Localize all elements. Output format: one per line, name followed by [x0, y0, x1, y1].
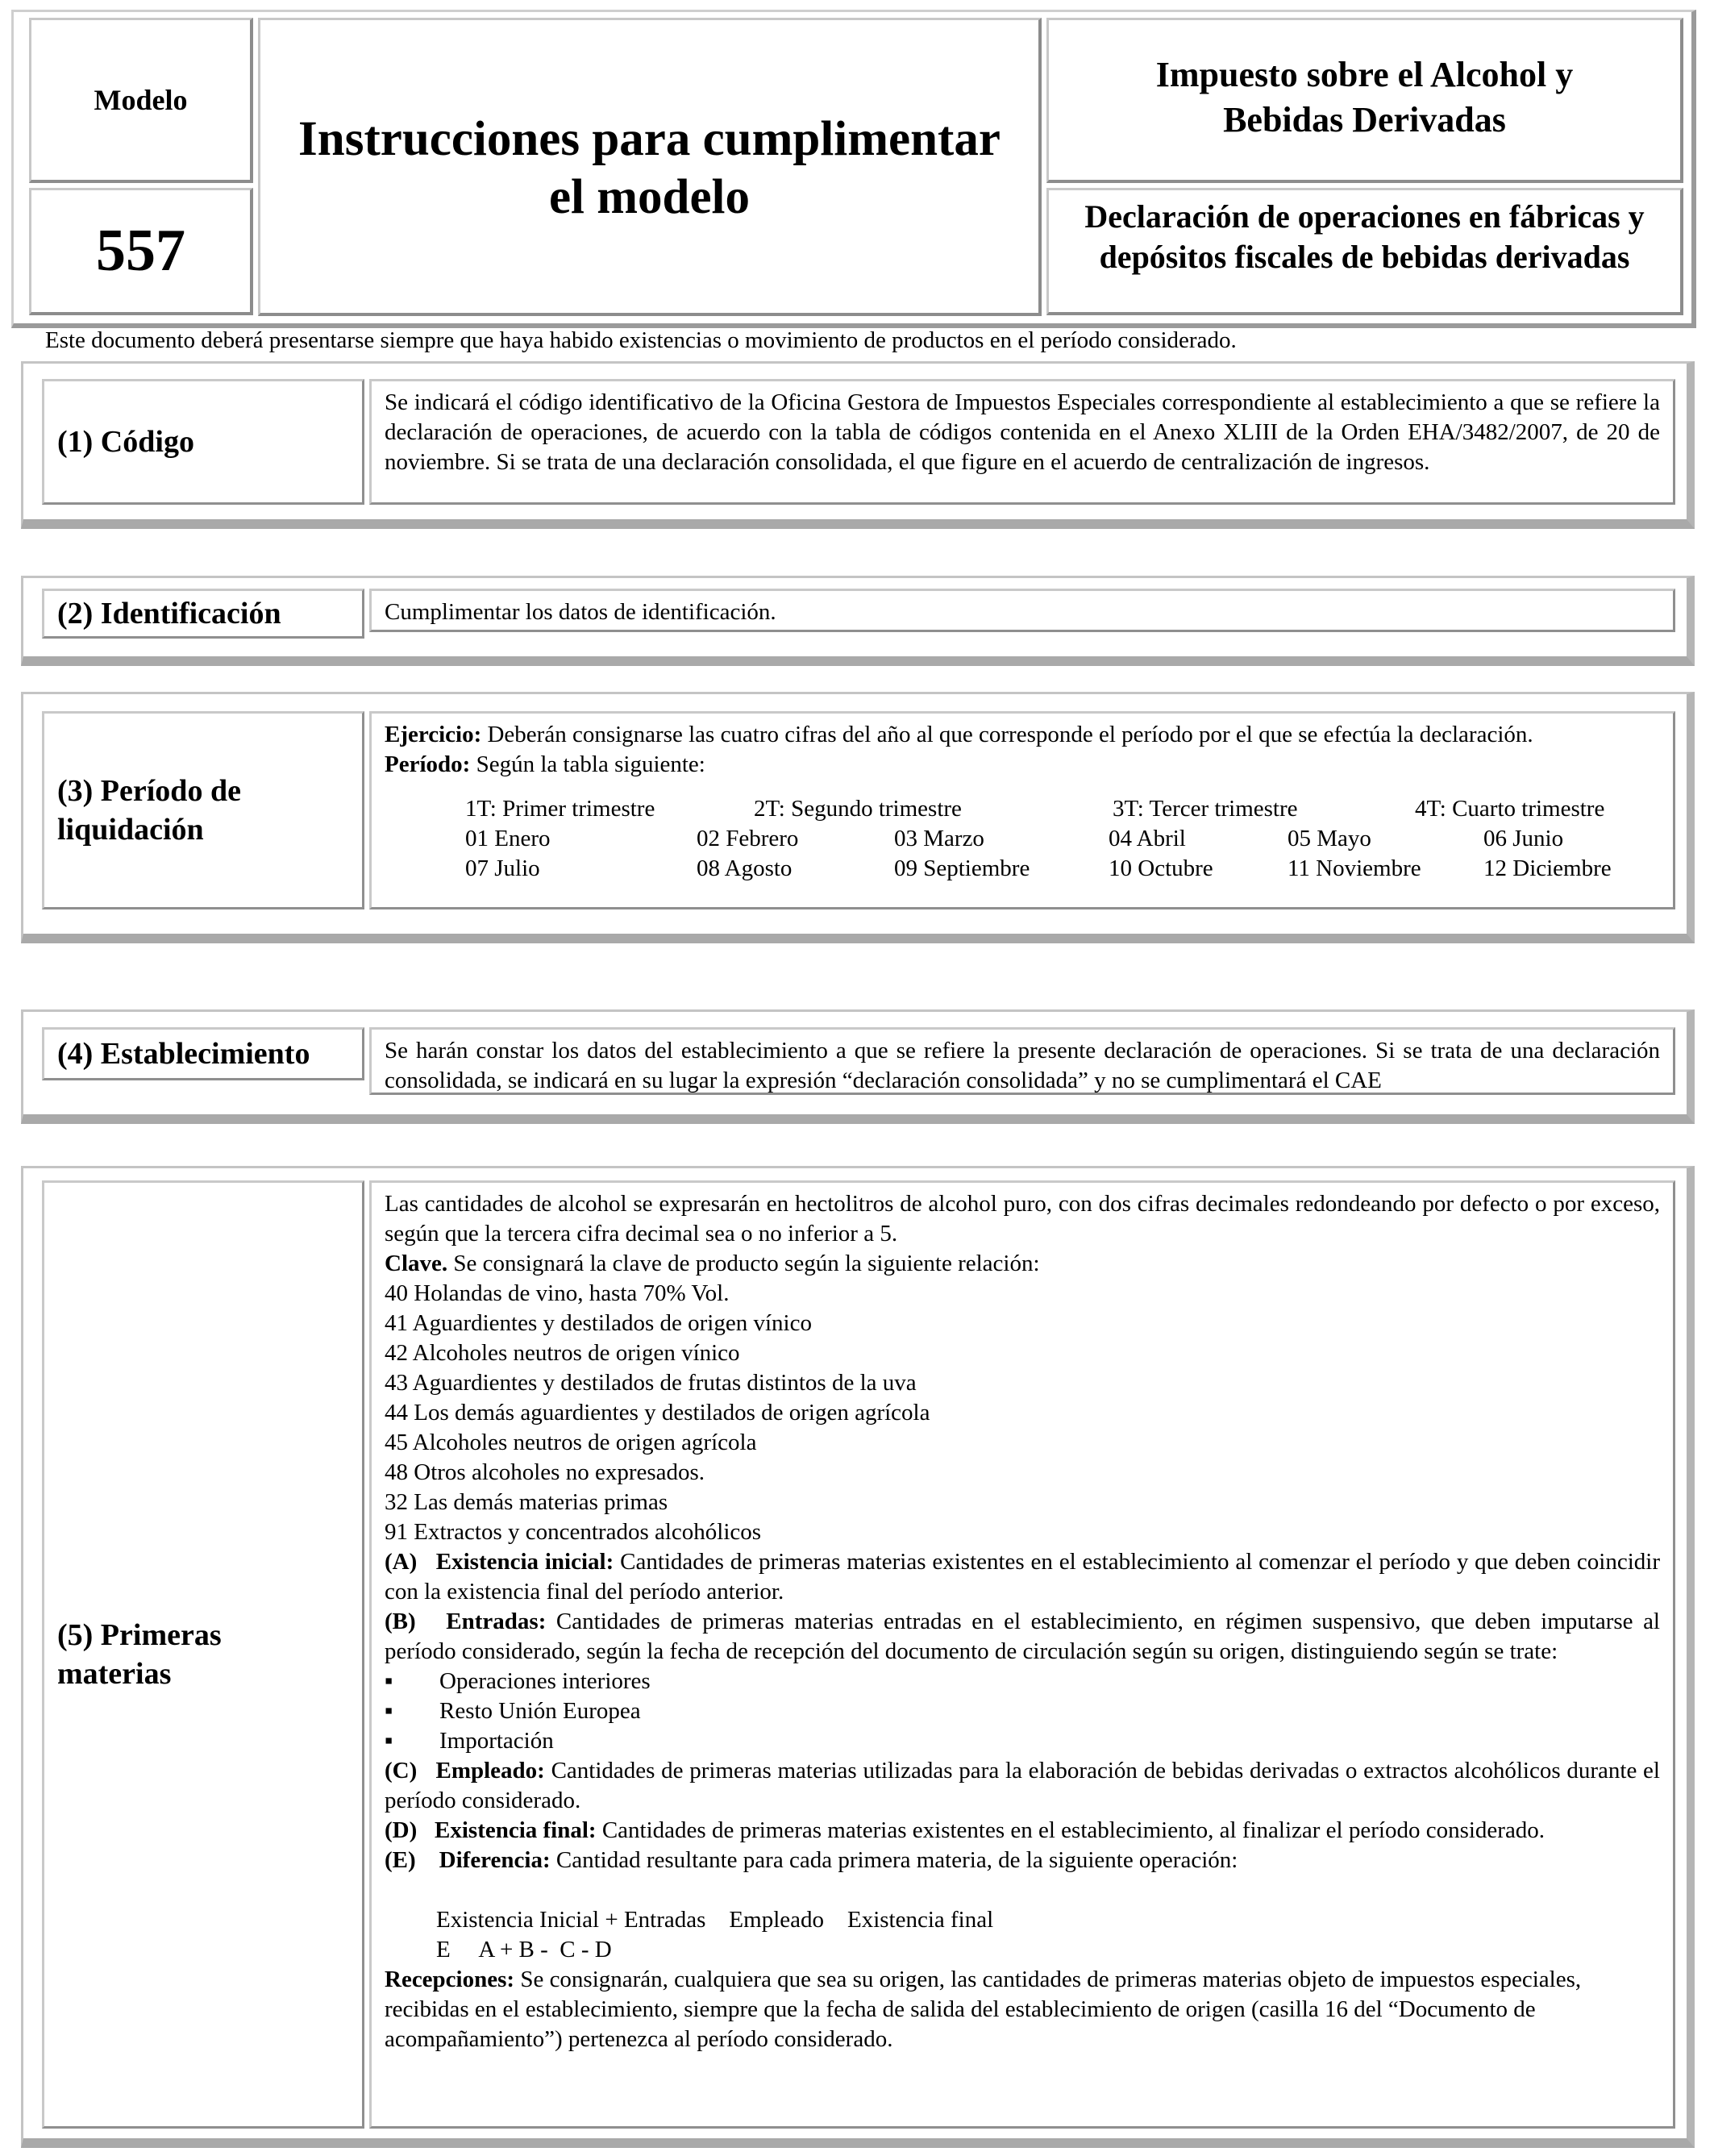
intro-text: Este documento deberá presentarse siempre que haya habido existencias o movimiento de productos en el período considerado. [45, 327, 1237, 353]
month-cell: 09 Septiembre [894, 855, 1030, 881]
product-code-item: 48 Otros alcoholes no expresados. [385, 1459, 705, 1485]
quarter-cell: 4T: Cuarto trimestre [1415, 796, 1605, 822]
subtitle-box [1046, 188, 1683, 315]
quarter-cell: 3T: Tercer trimestre [1113, 796, 1298, 822]
periodo-label: Período: [385, 751, 471, 777]
empleado-text: Cantidades de primeras materias utilizadas para la elaboración de bebidas derivadas o extractos alcohólicos durante el período considerado. [385, 1758, 1660, 1813]
existencia-inicial-text: Cantidades de primeras materias existentes en el establecimiento al comenzar el período y que deben coincidir con la existencia final del período anterior. [385, 1549, 1661, 1605]
ejercicio-text: Deberán consignarse las cuatro cifras del año al que corresponde el período por el que se efectúa la declaración. [481, 722, 1533, 747]
bullet-text: Resto Unión Europea [439, 1698, 641, 1724]
months-row [465, 824, 1660, 854]
product-code-item: 45 Alcoholes neutros de origen agrícola [385, 1430, 757, 1455]
recepciones-label: Recepciones: [385, 1967, 515, 1992]
ejercicio-label: Ejercicio: [385, 722, 482, 747]
bullet-item [385, 1667, 1660, 1696]
existencia-inicial-label: (A) Existencia inicial: [385, 1549, 614, 1575]
month-cell: 04 Abril [1109, 826, 1186, 851]
clave-text: Se consignará la clave de producto según la siguiente relación: [447, 1251, 1040, 1276]
section-establecimiento-label: (4) Establecimiento [42, 1027, 364, 1080]
clave-label: Clave. [385, 1251, 448, 1276]
section-primeras-materias-text [369, 1180, 1675, 2129]
quarter-cell: 1T: Primer trimestre [465, 796, 655, 822]
entradas-text: Cantidades de primeras materias entradas en el establecimiento, en régimen suspensivo, que deben imputarse al período considerado, según la fecha de recepción del documento de circulación según su origen, distinguiendo según se trate: [385, 1609, 1660, 1664]
months-row [465, 854, 1660, 884]
product-code-item: 44 Los demás aguardientes y destilados de origen agrícola [385, 1400, 930, 1426]
section-primeras-materias-label-line2: materias [57, 1657, 172, 1691]
section-codigo-text: Se indicará el código identificativo de la Oficina Gestora de Impuestos Especiales correspondiente al establecimiento a que se refiere la declaración de operaciones, de acuerdo con la tabla de códigos contenida en el Anexo XLIII de la Orden EHA/3482/2007, de 20 de noviembre. Si se trata de una declaración consolidada, el que figure en el acuerdo de centralización de ingresos. [369, 379, 1675, 505]
bullet-text: Importación [439, 1728, 554, 1754]
section-periodo-label-line1: (3) Período de [57, 774, 241, 808]
bullet-item [385, 1726, 1660, 1756]
existencia-final-label: (D) Existencia final: [385, 1817, 597, 1843]
section-primeras-materias-label [42, 1180, 364, 2129]
bullet-mark: ▪ [385, 1668, 393, 1694]
page-title: Instrucciones para cumplimentar el modelo [298, 112, 1001, 224]
product-code-item: 40 Holandas de vino, hasta 70% Vol. [385, 1280, 730, 1306]
formula-line: Existencia Inicial + Entradas Empleado Existencia final [436, 1907, 994, 1933]
period-table [465, 794, 1660, 884]
section-codigo-label: (1) Código [42, 379, 364, 505]
section-establecimiento-text: Se harán constar los datos del establecimiento a que se refiere la presente declaración de operaciones. Si se trata de una declaración consolidada, se indicará en su lugar la expresión “declaración consolidada” y no se cumplimentará el CAE [369, 1027, 1675, 1095]
quarter-cell: 2T: Segundo trimestre [754, 796, 962, 822]
month-cell: 12 Diciembre [1483, 855, 1612, 881]
empleado-label: (C) Empleado: [385, 1758, 545, 1783]
formula-line: E A + B - C - D [436, 1937, 612, 1962]
month-cell: 01 Enero [465, 826, 551, 851]
product-code-item: 42 Alcoholes neutros de origen vínico [385, 1340, 740, 1366]
product-code-item: 41 Aguardientes y destilados de origen vínico [385, 1310, 812, 1336]
modelo-label: Modelo [94, 84, 188, 116]
diferencia-label: (E) Diferencia: [385, 1847, 551, 1873]
tax-title: Impuesto sobre el Alcohol y Bebidas Derivadas [1155, 55, 1574, 139]
title-box [258, 18, 1042, 316]
existencia-final-text: Cantidades de primeras materias existentes en el establecimiento, al finalizar el período considerado. [596, 1817, 1546, 1843]
diferencia-text: Cantidad resultante para cada primera materia, de la siguiente operación: [550, 1847, 1238, 1873]
month-cell: 08 Agosto [697, 855, 793, 881]
quarters-row [465, 794, 1660, 824]
modelo-number: 557 [96, 218, 185, 284]
section-periodo-label-line2: liquidación [57, 813, 204, 847]
product-code-item: 43 Aguardientes y destilados de frutas distintos de la uva [385, 1370, 917, 1396]
product-code-item: 91 Extractos y concentrados alcohólicos [385, 1519, 762, 1545]
bullet-item [385, 1696, 1660, 1726]
product-code-item: 32 Las demás materias primas [385, 1489, 668, 1515]
section-identificacion-label: (2) Identificación [42, 589, 364, 639]
entradas-label: (B) Entradas: [385, 1609, 547, 1634]
month-cell: 10 Octubre [1109, 855, 1213, 881]
section-primeras-materias-label-line1: (5) Primeras [57, 1618, 222, 1652]
bullet-mark: ▪ [385, 1728, 393, 1754]
month-cell: 06 Junio [1483, 826, 1564, 851]
month-cell: 07 Julio [465, 855, 540, 881]
modelo-label-box [29, 18, 253, 183]
bullet-mark: ▪ [385, 1698, 393, 1724]
alcohol-units-note: Las cantidades de alcohol se expresarán en hectolitros de alcohol puro, con dos cifras decimales redondeando por defecto o por exceso, según que la tercera cifra decimal sea o no inferior a 5. [385, 1191, 1660, 1247]
recepciones-text: Se consignarán, cualquiera que sea su origen, las cantidades de primeras materias objeto de impuestos especiales, recibidas en el establecimiento, siempre que la fecha de salida del establecimiento de origen (casilla 16 del “Documento de acompañamiento”) pertenezca al período considerado. [385, 1967, 1582, 2052]
section-periodo-text [369, 711, 1675, 909]
tax-title-box [1046, 18, 1683, 183]
periodo-text: Según la tabla siguiente: [470, 751, 705, 777]
product-codes-list [385, 1279, 1660, 1547]
month-cell: 03 Marzo [894, 826, 984, 851]
bullet-text: Operaciones interiores [439, 1668, 651, 1694]
modelo-number-box [29, 188, 253, 315]
section-identificacion-text: Cumplimentar los datos de identificación. [369, 589, 1675, 632]
month-cell: 11 Noviembre [1288, 855, 1421, 881]
section-periodo-label [42, 711, 364, 909]
subtitle: Declaración de operaciones en fábricas y depósitos fiscales de bebidas derivadas [1084, 198, 1645, 275]
month-cell: 02 Febrero [697, 826, 799, 851]
month-cell: 05 Mayo [1288, 826, 1371, 851]
